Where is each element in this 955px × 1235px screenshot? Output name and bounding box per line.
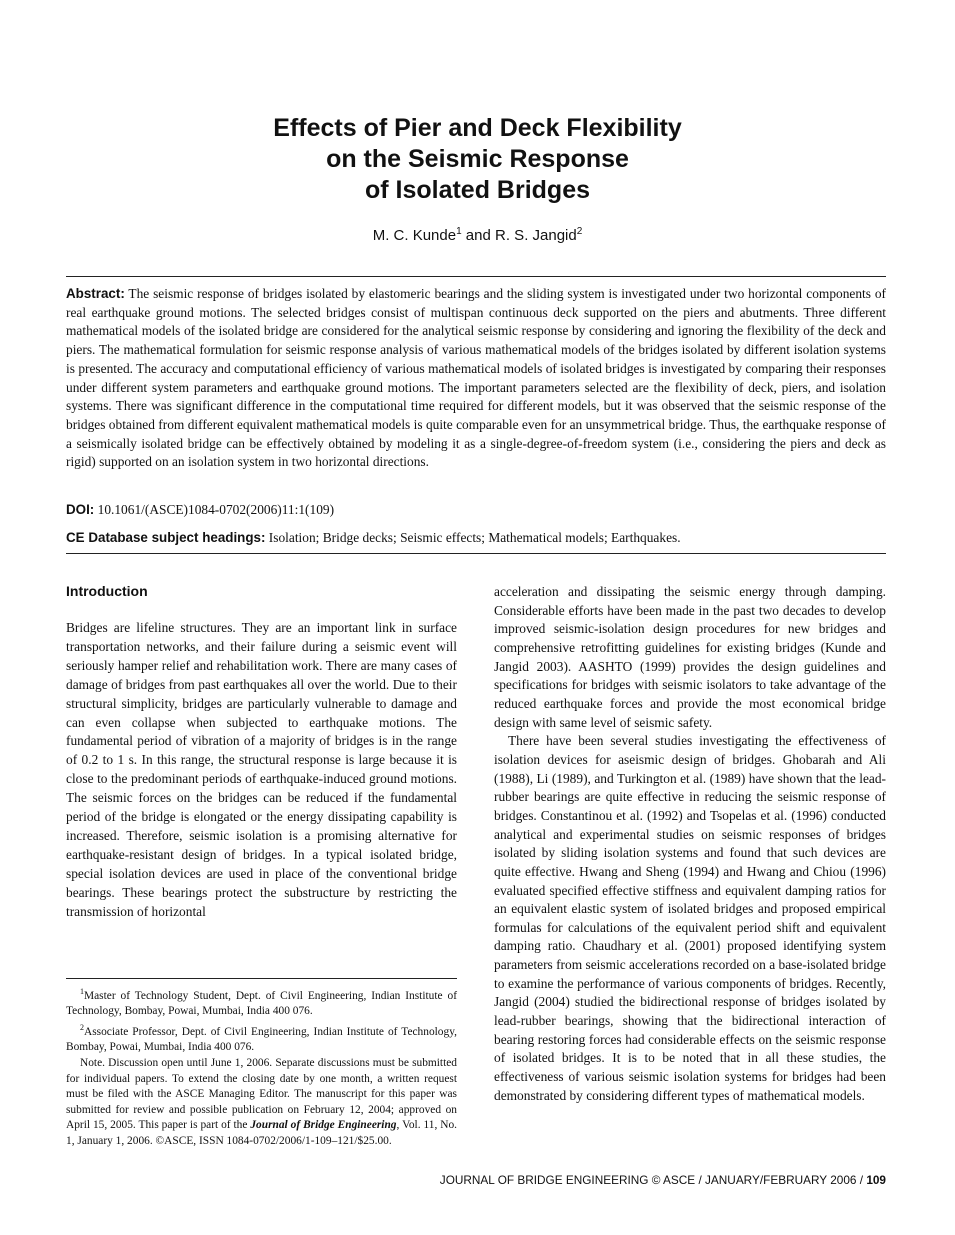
intro-paragraph-1: Bridges are lifeline structures. They are an important link in surface transportation networks, and their failure during a seismic event will seriously hamper relief and rehabilitation work. There are many cases of damage of bridges from past earthquakes all over the world. Due to their structural simplicity, bridges are particularly vulnerable to damage and can even collapse when subjected to earthquake motions. The fundamental period of vibration of a majority of bridges is in the range of 0.2 to 1 s. In this range, the structural response is large because it is close to the predominant periods of earthquake-induced ground motions. The seismic forces on the bridges can be reduced if the fundamental period of the bridge is elongated or the energy dissipating capability is increased. Therefore, seismic isolation is a promising alternative for earthquake-resistant design of bridges. In a typical isolated bridge, special isolation devices are used in place of the conventional bridge bearings. These bearings protect the substructure by restricting the transmission of horizontal xyxy=(66,620,457,919)
section-heading-introduction: Introduction xyxy=(66,583,148,599)
running-footer xyxy=(440,1173,886,1187)
footnote-2 xyxy=(66,1020,457,1056)
paper-title xyxy=(0,113,955,206)
footnote-2-text: Associate Professor, Dept. of Civil Engineering, Indian Institute of Technology, Bombay, Powai, Mumbai, India 400 076. xyxy=(66,1025,457,1054)
footnote-1-text: Master of Technology Student, Dept. of Civil Engineering, Indian Institute of Technology, Bombay, Powai, Mumbai, India 400 076. xyxy=(66,989,457,1018)
abstract-text: The seismic response of bridges isolated by elastomeric bearings and the sliding system is investigated under two horizontal components of real earthquake ground motions. The selected bridges consist of multispan continuous deck supported on the piers and abutments. Three different mathematical models of the isolated bridge are considered for the analytical seismic response by considering and ignoring the flexibility of the deck and piers. The mathematical formulation for seismic response analysis of various mathematical models of the bridges isolated by different isolation systems is presented. The accuracy and computational efficiency of various mathematical models of isolated bridges is investigated by comparing their responses under different system parameters and earthquake ground motions. The important parameters selected are the flexibility of deck, piers, and isolation systems. There was significant difference in the computational time required for different models, but it was observed that the seismic response of the bridges obtained from different equivalent mathematical models is quite comparable even for an unsymmetrical bridge. Thus, the earthquake response of a seismically isolated bridge can be effectively obtained by modeling it as a single-degree-of-freedom system (i.e., considering the piers and deck as rigid) supported on an isolation system in two horizontal directions. xyxy=(66,286,886,470)
note-text-part-2: , Vol. 11, No. 1, January 1, 2006. ©ASCE, ISSN 1084-0702/2006/1-109–121/$25.00. xyxy=(66,1119,458,1147)
page-number: 109 xyxy=(866,1173,886,1187)
intro-paragraph-2: There have been several studies investigating the effectiveness of isolation devices for aseismic design of bridges. Ghobarah and Ali (1988), Li (1989), and Turkington et al. (1989) have shown that the lead-rubber bearings are quite effective in reducing the seismic response of bridges. Constantinou et al. (1992) and Tsopelas et al. (1996) conducted analytical and experimental studies on seismic responses of bridges isolated by sliding isolation systems and found that such devices are quite effective. Hwang and Sheng (1994) and Hwang and Chiou (1996) evaluated specified effective stiffness and equivalent damping ratios for an equivalent elastic system of isolated bridges and proposed empirical formulas for calculations of the equivalent period shift and equivalent damping ratio. Chaudhary et al. (2001) proposed identifying system parameters from seismic accelerations recorded on a base-isolated bridge to examine the performance of various components of bridges. Recently, Jangid (2004) studied the bidirectional response of bridges isolated by lead-rubber bearings, showing that the bidirectional interaction of bearing restoring forces had considerable effects on the seismic response of isolated bridges. It is to be noted that in all these studies, the effectiveness of various seismic isolation systems for bridges had been demonstrated by considering different types of mathematical models. xyxy=(494,733,886,1103)
author-2-affiliation-mark: 2 xyxy=(576,226,583,237)
subject-headings-label: CE Database subject headings: xyxy=(66,530,266,545)
abstract-label: Abstract: xyxy=(66,286,125,301)
subject-headings-value: Isolation; Bridge decks; Seismic effects; Mathematical models; Earthquakes. xyxy=(268,530,681,545)
abstract-bottom-rule xyxy=(66,553,886,554)
footnote-2-mark: 2 xyxy=(80,1022,84,1032)
left-column xyxy=(66,583,457,922)
footnote-1 xyxy=(66,984,457,1020)
author-2: R. S. Jangid xyxy=(495,227,577,244)
author-line xyxy=(0,226,955,244)
title-line-3: of Isolated Bridges xyxy=(364,176,591,204)
subject-headings xyxy=(66,530,886,546)
right-column xyxy=(494,583,886,1105)
author-1: M. C. Kunde xyxy=(372,227,457,244)
footer-running-text: JOURNAL OF BRIDGE ENGINEERING © ASCE / JANUARY/FEBRUARY 2006 / xyxy=(439,1173,867,1187)
footnotes xyxy=(66,978,457,1150)
doi-value: 10.1061/(ASCE)1084-0702(2006)11:1(109) xyxy=(97,502,335,517)
title-line-2: on the Seismic Response xyxy=(326,145,629,173)
footnote-1-mark: 1 xyxy=(80,987,84,996)
abstract xyxy=(66,285,886,472)
note-text-part-1: Note. Discussion open until June 1, 2006. Separate discussions must be submitted for individual papers. To extend the closing date by one month, a written request must be filed with the ASCE Managing Editor. The manuscript for this paper was submitted for review and possible publication on February 12, 2004; approved on April 15, 2005. This paper is part of the xyxy=(66,1056,457,1132)
doi-label: DOI: xyxy=(66,502,95,517)
author-1-affiliation-mark: 1 xyxy=(456,226,462,237)
journal-name: Journal of Bridge Engineering xyxy=(250,1119,397,1132)
footnote-note xyxy=(66,1056,457,1150)
title-line-1: Effects of Pier and Deck Flexibility xyxy=(273,114,682,142)
doi-line xyxy=(66,502,886,518)
abstract-top-rule xyxy=(66,276,886,277)
author-conjunction: and xyxy=(461,227,496,244)
intro-paragraph-1-continued: acceleration and dissipating the seismic energy through damping. Considerable efforts have been made in the past two decades to develop improved seismic-isolation design procedures for new bridges and comprehensive retrofitting guidelines for existing bridges (Kunde and Jangid 2003). AASHTO (1999) provides the design guidelines and specifications for bridges with seismic isolators to take advantage of the reduced earthquake forces and provide the most economical bridge design with same level of seismic safety. xyxy=(494,584,886,730)
